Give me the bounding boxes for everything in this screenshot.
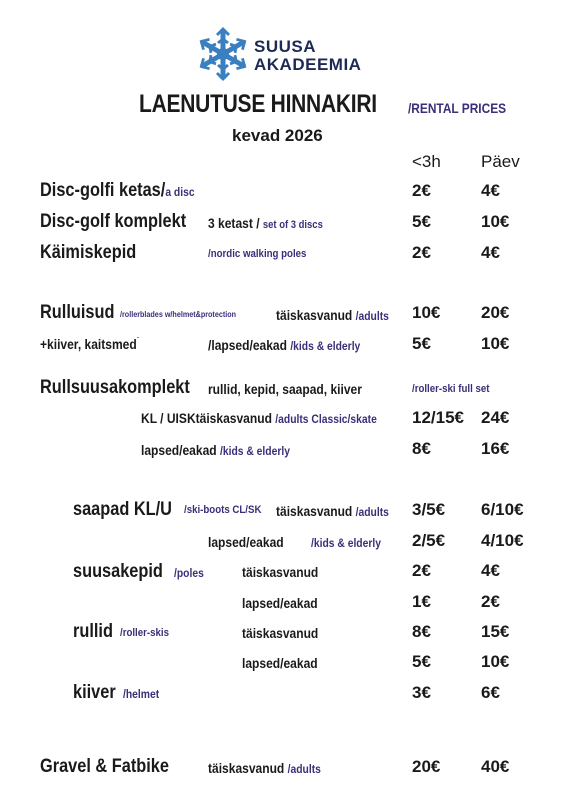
- walking-poles-en: [208, 249, 320, 260]
- price-short: 1€: [412, 592, 431, 611]
- rollerski-adult-label: täiskasvanud: [195, 410, 272, 426]
- item-disc-set: [40, 212, 210, 231]
- item-walking-poles: [40, 243, 152, 262]
- rollerski-adult-en: /adults Classic/skate: [275, 412, 377, 426]
- rollerski-kids-label: lapsed/eakad: [141, 442, 217, 458]
- item-disc-set-note: [208, 216, 342, 231]
- rollerski-set-note: [208, 382, 387, 396]
- rollerblades-kids: [208, 338, 385, 352]
- rollerblades-adult: [276, 308, 407, 322]
- item-ski-boots: [73, 500, 188, 519]
- price-day: 6/10€: [481, 500, 524, 519]
- ski-poles-en: [174, 567, 209, 579]
- price-short: 3€: [412, 683, 431, 702]
- rollerblades-en: [120, 311, 249, 319]
- ski-poles-name: suusakepid: [73, 561, 163, 582]
- helmet-name: kiiver: [73, 682, 116, 703]
- rollerblades-adult-label: täiskasvanud: [276, 307, 353, 323]
- page-title: [139, 92, 422, 117]
- rollerblades-en-text: /rollerblades w/helmet&protection: [120, 310, 237, 319]
- item-roller-skis: [73, 622, 119, 641]
- item-rollerblades: [40, 303, 127, 322]
- price-day: 6€: [481, 683, 500, 702]
- rollerblades-adult-en: /adults: [355, 309, 389, 323]
- price-short: 5€: [412, 212, 431, 231]
- price-short: 2/5€: [412, 531, 446, 550]
- roller-skis-adult: [242, 626, 331, 640]
- ski-boots-kids-en: [311, 537, 392, 549]
- price-short: 2€: [412, 561, 431, 580]
- ski-boots-name: saapad KL/U: [73, 499, 172, 520]
- ski-boots-kids-label: lapsed/eakad: [208, 534, 284, 550]
- bike-name: Gravel & Fatbike: [40, 756, 169, 777]
- walking-poles-en-text: /nordic walking poles: [208, 248, 307, 260]
- rollerski-set-en-text: /roller-ski full set: [412, 383, 490, 395]
- price-day: 16€: [481, 439, 510, 458]
- title-en: [408, 101, 523, 115]
- item-disc-name: Disc-golfi ketas/: [40, 180, 166, 201]
- title-en-text: /RENTAL PRICES: [408, 100, 507, 116]
- rollerski-kids: [141, 443, 314, 457]
- bike-adult: [208, 761, 339, 775]
- price-short: 10€: [412, 303, 441, 322]
- logo-line1: SUUSA: [254, 37, 317, 56]
- rollerski-set-en: [412, 384, 500, 395]
- walking-poles-name: Käimiskepid: [40, 242, 137, 263]
- helmet-en: [123, 688, 165, 700]
- logo: [197, 25, 362, 85]
- roller-skis-adult-label: täiskasvanud: [242, 625, 319, 641]
- rollerblades-kids-label: /lapsed/eakad: [208, 337, 287, 353]
- price-short: 2€: [412, 243, 431, 262]
- ski-boots-kids-en-text: /kids & elderly: [311, 536, 381, 550]
- price-short: 8€: [412, 622, 431, 641]
- price-short: 20€: [412, 757, 441, 776]
- roller-skis-kids-label: lapsed/eakad: [242, 655, 318, 671]
- price-day: 10€: [481, 212, 510, 231]
- rollerski-adult-kl: KL / UISK: [141, 410, 196, 426]
- price-short: 2€: [412, 181, 431, 200]
- item-helmet: [73, 683, 123, 702]
- ski-poles-adult: [242, 565, 331, 579]
- ski-poles-adult-label: täiskasvanud: [242, 564, 319, 580]
- price-day: 40€: [481, 757, 510, 776]
- price-day: 10€: [481, 652, 510, 671]
- price-day: 24€: [481, 408, 510, 427]
- ski-boots-adult: [276, 504, 407, 518]
- helmet-en-text: /helmet: [123, 687, 160, 701]
- ski-boots-adult-label: täiskasvanud: [276, 503, 353, 519]
- ski-poles-kids: [242, 596, 330, 610]
- price-day: 10€: [481, 334, 510, 353]
- price-short: 5€: [412, 334, 431, 353]
- item-bike: [40, 757, 190, 776]
- ski-poles-en-text: /poles: [174, 566, 204, 580]
- ski-poles-kids-label: lapsed/eakad: [242, 595, 318, 611]
- item-ski-poles: [73, 562, 178, 581]
- item-disc-en: a disc: [165, 185, 195, 199]
- rollerski-set-note-text: rullid, kepid, saapad, kiiver: [208, 381, 362, 397]
- bike-adult-label: täiskasvanud: [208, 760, 285, 776]
- disc-set-note-text: 3 ketast /: [208, 215, 260, 231]
- col-day-header: Päev: [481, 152, 520, 171]
- disc-set-en: set of 3 discs: [262, 219, 323, 231]
- snowflake-icon: [197, 25, 249, 83]
- ski-boots-en-text: /ski-boots CL/SK: [184, 504, 262, 516]
- rollerblades-kids-en: /kids & elderly: [290, 339, 361, 353]
- price-short: 3/5€: [412, 500, 446, 519]
- rollerski-kids-en: /kids & elderly: [219, 444, 290, 458]
- price-day: 15€: [481, 622, 510, 641]
- ski-boots-adult-en: /adults: [355, 505, 389, 519]
- price-short: 5€: [412, 652, 431, 671]
- roller-skis-en: [120, 628, 176, 639]
- roller-skis-en-text: /roller-skis: [120, 627, 169, 639]
- logo-line2: AKADEEMIA: [254, 55, 362, 74]
- protection-mark: ˙: [136, 336, 140, 346]
- price-day: 4/10€: [481, 531, 524, 550]
- item-disc-set-name: Disc-golf komplekt: [40, 211, 187, 232]
- rollerski-set-name: Rullsuusakomplekt: [40, 377, 190, 398]
- col-short-header: <3h: [412, 152, 441, 171]
- ski-boots-kids: [208, 535, 296, 549]
- bike-adult-en: /adults: [287, 762, 321, 776]
- price-day: 20€: [481, 303, 510, 322]
- price-day: 4€: [481, 181, 500, 200]
- title-text: LAENUTUSE HINNAKIRI: [139, 90, 377, 118]
- rollerblades-name: Rulluisud: [40, 302, 115, 323]
- roller-skis-name: rullid: [73, 621, 113, 642]
- price-short: 8€: [412, 439, 431, 458]
- protection-text: +kiiver, kaitsmed: [40, 336, 137, 352]
- season: kevad 2026: [232, 126, 323, 145]
- rollerski-adult: [141, 411, 415, 425]
- price-day: 4€: [481, 243, 500, 262]
- roller-skis-kids: [242, 656, 330, 670]
- price-day: 2€: [481, 592, 500, 611]
- ski-boots-en: [184, 505, 272, 516]
- item-rollerski-set: [40, 378, 214, 397]
- price-day: 4€: [481, 561, 500, 580]
- rollerblades-protection: [40, 337, 155, 351]
- item-disc: [40, 181, 220, 200]
- price-short: 12/15€: [412, 408, 464, 427]
